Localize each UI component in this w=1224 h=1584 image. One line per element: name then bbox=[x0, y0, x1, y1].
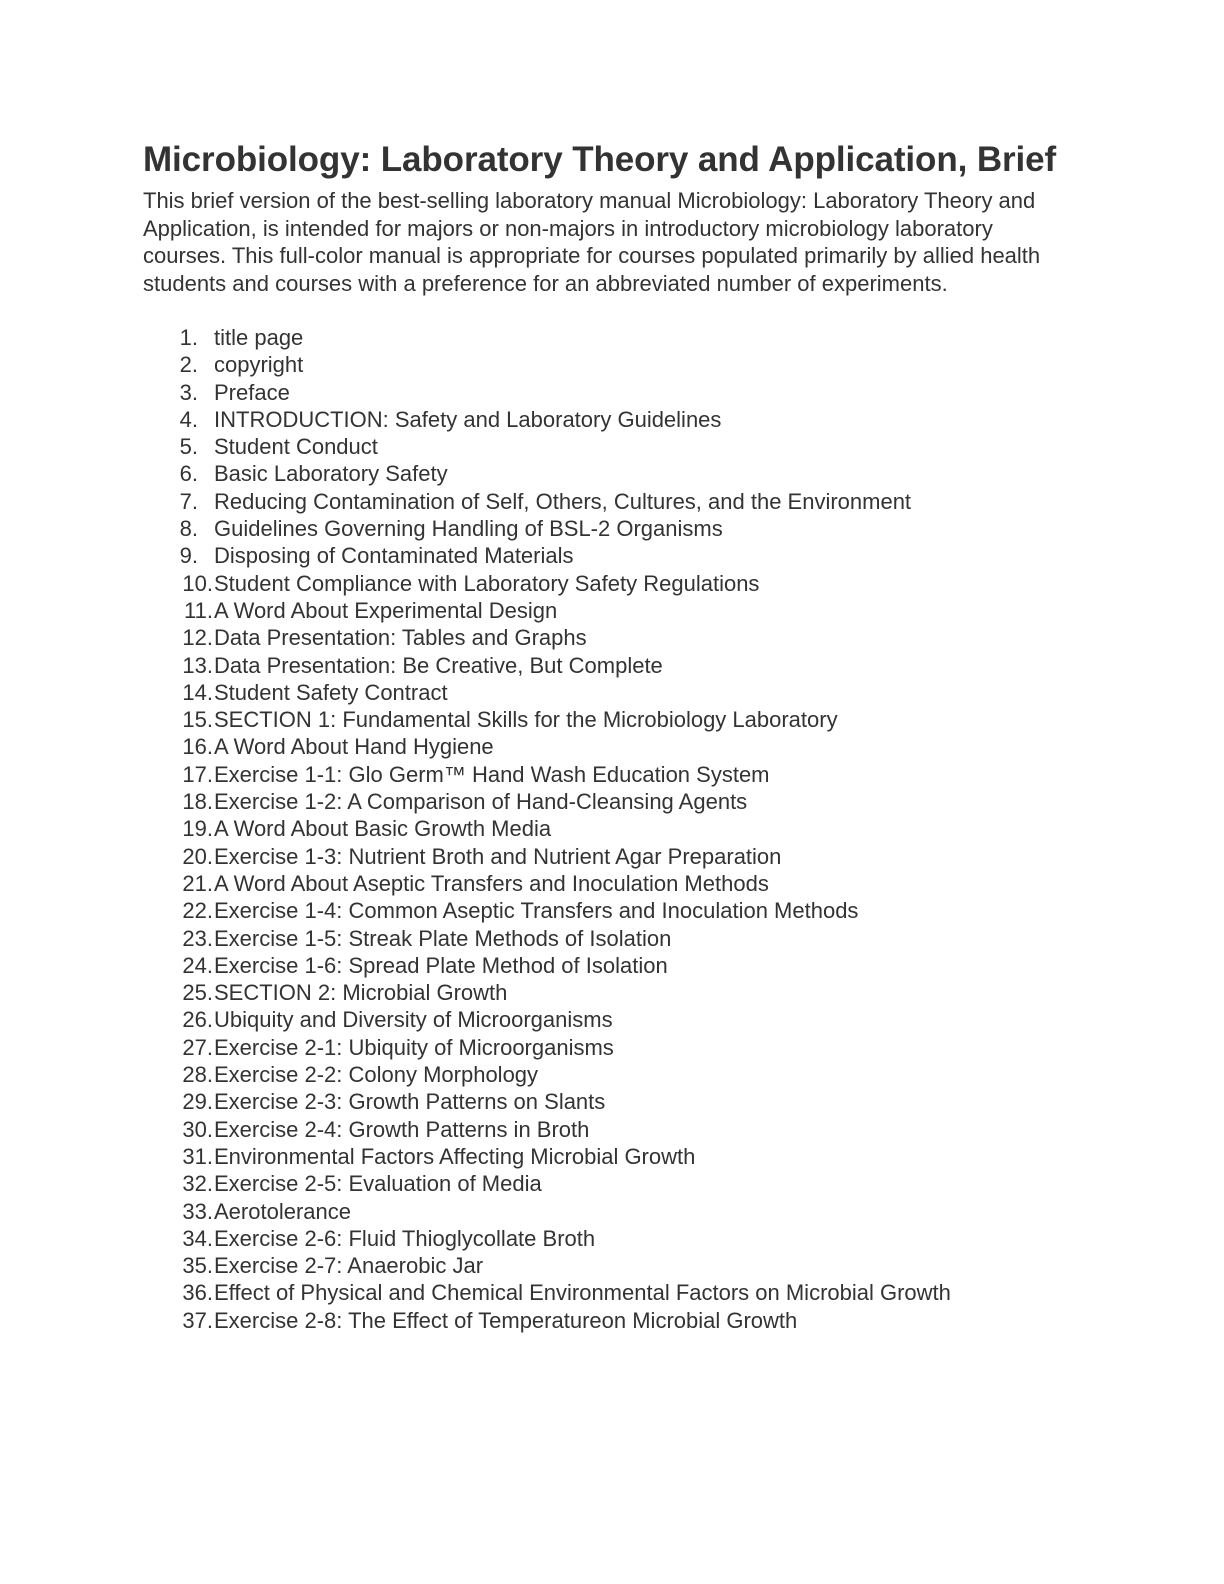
toc-item-text: Student Safety Contract bbox=[214, 679, 448, 705]
toc-item-text: A Word About Basic Growth Media bbox=[214, 816, 552, 842]
toc-item-text: Exercise 2-2: Colony Morphology bbox=[214, 1062, 539, 1088]
toc-item bbox=[143, 979, 1073, 1006]
toc-item-text: A Word About Experimental Design bbox=[214, 597, 558, 623]
toc-item-text: Exercise 2-8: The Effect of Temperatureon Microbial Growth bbox=[214, 1307, 798, 1333]
toc-item-number: 4. bbox=[179, 406, 198, 432]
toc-item-number: 19. bbox=[182, 816, 213, 842]
toc-item bbox=[143, 597, 1073, 624]
toc-item-number: 23. bbox=[182, 925, 213, 951]
toc-item-text: Exercise 2-4: Growth Patterns in Broth bbox=[214, 1116, 590, 1142]
toc-item-number: 25. bbox=[182, 980, 213, 1006]
toc-item-text: Guidelines Governing Handling of BSL-2 Organisms bbox=[214, 516, 723, 542]
toc-item-text: Exercise 2-1: Ubiquity of Microorganisms bbox=[214, 1034, 614, 1060]
toc-item-text: INTRODUCTION: Safety and Laboratory Guidelines bbox=[214, 406, 722, 432]
toc-item-text: Exercise 2-3: Growth Patterns on Slants bbox=[214, 1089, 606, 1115]
toc-item bbox=[143, 706, 1073, 733]
toc-item bbox=[143, 406, 1073, 433]
toc-item-number: 32. bbox=[182, 1171, 213, 1197]
toc-item-text: SECTION 1: Fundamental Skills for the Microbiology Laboratory bbox=[214, 707, 838, 733]
toc-item-text: Preface bbox=[214, 379, 290, 405]
toc-item bbox=[143, 1006, 1073, 1033]
toc-item bbox=[143, 815, 1073, 842]
toc-item-text: Aerotolerance bbox=[214, 1198, 351, 1224]
toc-item-number: 34. bbox=[182, 1225, 213, 1251]
toc-item bbox=[143, 1088, 1073, 1115]
toc-item-text: Data Presentation: Be Creative, But Complete bbox=[214, 652, 663, 678]
toc-item-number: 20. bbox=[182, 843, 213, 869]
toc-item bbox=[143, 351, 1073, 378]
toc-item bbox=[143, 1116, 1073, 1143]
toc-item-number: 24. bbox=[182, 952, 213, 978]
toc-item bbox=[143, 1143, 1073, 1170]
toc-item-number: 6. bbox=[179, 461, 198, 487]
toc-item-number: 5. bbox=[179, 434, 198, 460]
toc-item-text: A Word About Hand Hygiene bbox=[214, 734, 494, 760]
toc-item bbox=[143, 624, 1073, 651]
toc-item bbox=[143, 515, 1073, 542]
toc-item-number: 11. bbox=[184, 597, 213, 623]
toc-item-number: 22. bbox=[182, 898, 213, 924]
toc-item-number: 35. bbox=[182, 1253, 213, 1279]
toc-item-number: 36. bbox=[182, 1280, 213, 1306]
toc-item-number: 2. bbox=[179, 352, 198, 378]
toc-item-text: Exercise 2-5: Evaluation of Media bbox=[214, 1171, 542, 1197]
toc-item-text: copyright bbox=[214, 352, 304, 378]
toc-item-number: 37. bbox=[182, 1307, 213, 1333]
toc-item-number: 17. bbox=[182, 761, 213, 787]
toc-item bbox=[143, 379, 1073, 406]
toc-item-text: Exercise 1-3: Nutrient Broth and Nutrient Agar Preparation bbox=[214, 843, 782, 869]
toc-item-number: 26. bbox=[182, 1007, 213, 1033]
toc-item bbox=[143, 870, 1073, 897]
table-of-contents bbox=[143, 324, 1073, 1334]
toc-item-number: 30. bbox=[182, 1116, 213, 1142]
toc-item bbox=[143, 652, 1073, 679]
toc-item-number: 15. bbox=[182, 707, 213, 733]
toc-item-number: 1. bbox=[179, 325, 198, 350]
toc-item-number: 33. bbox=[182, 1198, 213, 1224]
toc-item-number: 3. bbox=[179, 379, 198, 405]
toc-item-number: 12. bbox=[182, 625, 213, 651]
toc-item bbox=[143, 1252, 1073, 1279]
toc-item-number: 21. bbox=[182, 870, 213, 896]
toc-item-text: Disposing of Contaminated Materials bbox=[214, 543, 574, 569]
document-page bbox=[143, 140, 1073, 1334]
toc-item bbox=[143, 925, 1073, 952]
toc-item bbox=[143, 488, 1073, 515]
toc-item-text: Exercise 1-5: Streak Plate Methods of Isolation bbox=[214, 925, 672, 951]
toc-item-text: Environmental Factors Affecting Microbial Growth bbox=[214, 1143, 696, 1169]
toc-item-number: 31. bbox=[182, 1143, 213, 1169]
toc-item-text: Effect of Physical and Chemical Environmental Factors on Microbial Growth bbox=[214, 1280, 951, 1306]
toc-item bbox=[143, 1307, 1073, 1334]
toc-item bbox=[143, 679, 1073, 706]
toc-item-text: Exercise 1-1: Glo Germ™ Hand Wash Education System bbox=[214, 761, 770, 787]
document-title: Microbiology: Laboratory Theory and Application, Brief bbox=[143, 140, 1057, 179]
toc-item-text: Student Conduct bbox=[214, 434, 378, 460]
toc-item-number: 29. bbox=[182, 1089, 213, 1115]
toc-item bbox=[143, 324, 1073, 351]
toc-item bbox=[143, 1198, 1073, 1225]
toc-item-text: Exercise 2-7: Anaerobic Jar bbox=[214, 1253, 484, 1279]
toc-item-text: Student Compliance with Laboratory Safety Regulations bbox=[214, 570, 760, 596]
toc-item-text: Exercise 1-6: Spread Plate Method of Isolation bbox=[214, 952, 668, 978]
toc-item-number: 7. bbox=[179, 488, 198, 514]
toc-item bbox=[143, 843, 1073, 870]
toc-item-text: title page bbox=[214, 325, 304, 350]
toc-item-text: Data Presentation: Tables and Graphs bbox=[214, 625, 587, 651]
toc-item-text: Ubiquity and Diversity of Microorganisms bbox=[214, 1007, 613, 1033]
toc-item-number: 28. bbox=[182, 1062, 213, 1088]
toc-item bbox=[143, 761, 1073, 788]
toc-item bbox=[143, 433, 1073, 460]
toc-item-number: 10. bbox=[182, 570, 213, 596]
toc-item bbox=[143, 733, 1073, 760]
toc-item-text: A Word About Aseptic Transfers and Inoculation Methods bbox=[214, 870, 769, 896]
toc-item-text: Reducing Contamination of Self, Others, Cultures, and the Environment bbox=[214, 488, 912, 514]
toc-item-number: 9. bbox=[179, 543, 198, 569]
toc-item bbox=[143, 1034, 1073, 1061]
toc-item-text: Basic Laboratory Safety bbox=[214, 461, 448, 487]
toc-item-text: Exercise 1-2: A Comparison of Hand-Cleansing Agents bbox=[214, 789, 748, 815]
toc-item-text: Exercise 2-6: Fluid Thioglycollate Broth bbox=[214, 1225, 596, 1251]
toc-item bbox=[143, 1225, 1073, 1252]
toc-item bbox=[143, 952, 1073, 979]
toc-item bbox=[143, 460, 1073, 487]
toc-item-text: Exercise 1-4: Common Aseptic Transfers and Inoculation Methods bbox=[214, 898, 859, 924]
toc-item bbox=[143, 570, 1073, 597]
toc-item-text: SECTION 2: Microbial Growth bbox=[214, 980, 508, 1006]
toc-item-number: 13. bbox=[182, 652, 213, 678]
toc-item-number: 8. bbox=[179, 516, 198, 542]
toc-item bbox=[143, 1279, 1073, 1306]
toc-item-number: 18. bbox=[182, 789, 213, 815]
document-description: This brief version of the best-selling laboratory manual Microbiology: Laboratory Theory and Application, is intended for majors or non-majors in introductory microbiology laboratory courses. This full-color manual is appropriate for courses populated primarily by allied health students and courses with a preference for an abbreviated number of experiments. bbox=[143, 188, 1041, 296]
toc-item-number: 14. bbox=[182, 679, 213, 705]
toc-item bbox=[143, 897, 1073, 924]
toc-item-number: 16. bbox=[182, 734, 213, 760]
toc-item bbox=[143, 1170, 1073, 1197]
toc-item bbox=[143, 1061, 1073, 1088]
toc-item-number: 27. bbox=[182, 1034, 213, 1060]
toc-item bbox=[143, 788, 1073, 815]
toc-item bbox=[143, 542, 1073, 569]
